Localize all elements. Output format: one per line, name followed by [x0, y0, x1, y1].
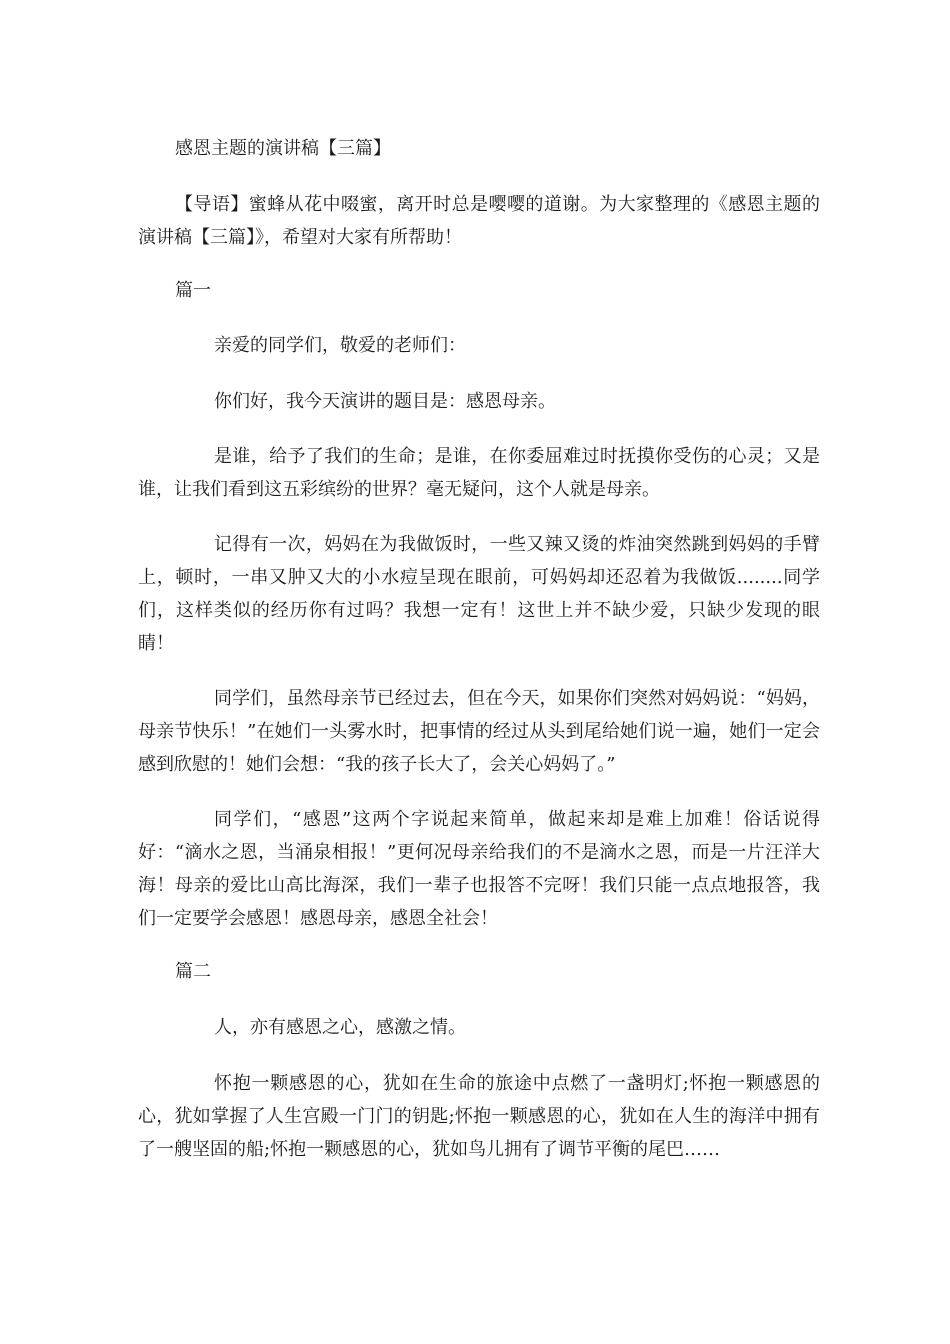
section1-paragraph-1: 是谁，给予了我们的生命；是谁，在你委屈难过时抚摸你受伤的心灵；又是谁，让我们看到这五彩缤纷的世界？毫无疑问，这个人就是母亲。 — [138, 446, 820, 500]
section1-paragraph-3: 同学们，虽然母亲节已经过去，但在今天，如果你们突然对妈妈说：“妈妈，母亲节快乐！”在她们一头雾水时，把事情的经过从头到尾给她们说一遍，她们一定会感到欣慰的！她们会想：“我的孩子长大了，会关心妈妈了。” — [138, 688, 820, 775]
section1-paragraph-4: 同学们，“感恩”这两个字说起来简单，做起来却是难上加难！俗话说得好：“滴水之恩，当涌泉相报！”更何况母亲给我们的不是滴水之恩，而是一片汪洋大海！母亲的爱比山高比海深，我们一辈子也报答不完呀！我们只能一点点地报答，我们一定要学会感恩！感恩母亲，感恩全社会！ — [138, 809, 820, 929]
greeting-line: 亲爱的同学们，敬爱的老师们： — [214, 335, 466, 356]
intro-paragraph: 【导语】蜜蜂从花中啜蜜，离开时总是嘤嘤的道谢。为大家整理的《感恩主题的演讲稿【三篇】》，希望对大家有所帮助！ — [138, 194, 820, 248]
opening-line: 你们好，我今天演讲的题目是：感恩母亲。 — [214, 391, 556, 412]
section-heading-1: 篇一 — [175, 280, 211, 301]
section2-opening-line: 人，亦有感恩之心，感激之情。 — [214, 1017, 466, 1038]
document-title: 感恩主题的演讲稿【三篇】 — [175, 138, 391, 159]
section1-paragraph-2: 记得有一次，妈妈在为我做饭时，一些又辣又烫的炸油突然跳到妈妈的手臂上，顿时，一串又肿又大的小水痘呈现在眼前，可妈妈却还忍着为我做饭........同学们，这样类似的经历你有过吗？我想一定有！这世上并不缺少爱，只缺少发现的眼睛！ — [138, 534, 820, 654]
section-heading-2: 篇二 — [175, 961, 211, 982]
section2-paragraph-1: 怀抱一颗感恩的心，犹如在生命的旅途中点燃了一盏明灯;怀抱一颗感恩的心，犹如掌握了人生宫殿一门门的钥匙;怀抱一颗感恩的心，犹如在人生的海洋中拥有了一艘坚固的船;怀抱一颗感恩的心，犹如鸟儿拥有了调节平衡的尾巴…… — [138, 1073, 820, 1160]
